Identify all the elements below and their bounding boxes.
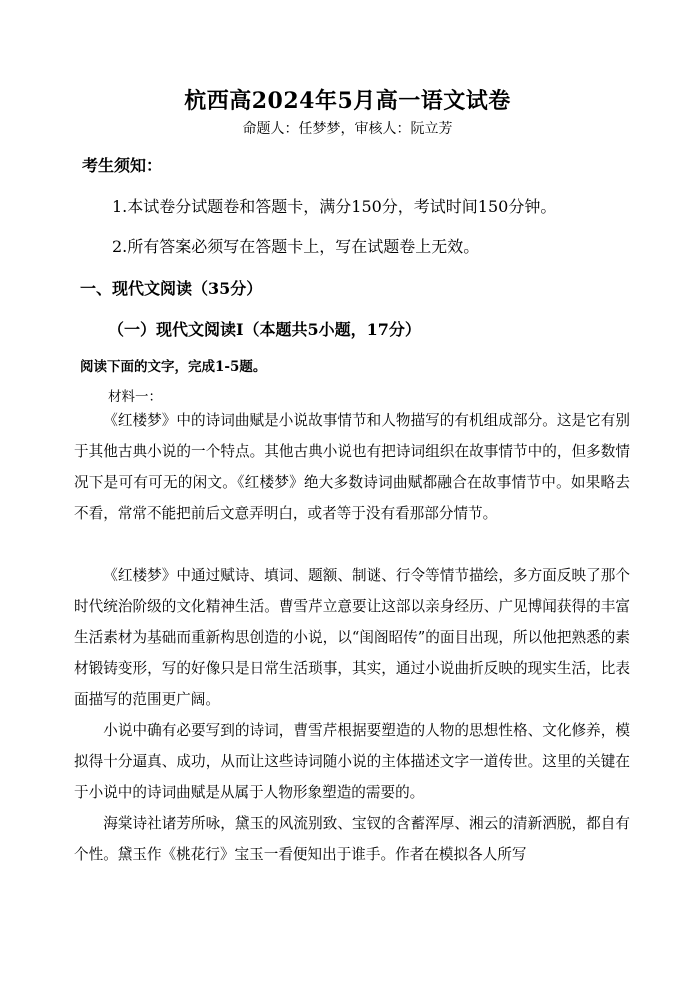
subsection-heading: （一）现代文阅读Ⅰ（本题共5小题，17分） — [108, 320, 421, 339]
paragraph-text: 海棠诗社诸芳所咏，黛玉的风流别致、宝钗的含蓄浑厚、湘云的清新洒脱，都自有个性。黛玉作《桃花行》宝玉一看便知出于谁手。作者在模拟各人所写 — [74, 815, 630, 863]
notice-item-1: 1.本试卷分试题卷和答题卡，满分150分，考试时间150分钟。 — [112, 197, 557, 216]
paragraph-1 — [74, 405, 630, 529]
notice-item-2: 2.所有答案必须写在答题卡上，写在试题卷上无效。 — [112, 237, 480, 256]
paragraph-2 — [74, 560, 630, 715]
paragraph-3 — [74, 715, 630, 808]
notice-heading: 考生须知： — [82, 156, 163, 175]
exam-title: 杭西高2024年5月高一语文试卷 — [184, 88, 511, 114]
paragraph-text: 《红楼梦》中通过赋诗、填词、题额、制谜、行令等情节描绘，多方面反映了那个时代统治阶级的文化精神生活。曹雪芹立意要让这部以亲身经历、广见博闻获得的丰富生活素材为基础而重新构思创造的小说，以“闺阁昭传”的面目出现，所以他把熟悉的素材锻铸变形，写的好像只是日常生活琐事，其实，通过小说曲折反映的现实生活，比表面描写的范围更广阔。 — [74, 567, 630, 708]
exam-authors: 命题人：任梦梦，审核人：阮立芳 — [242, 121, 453, 137]
section-heading: 一、现代文阅读（35分） — [80, 279, 263, 298]
paragraph-text: 《红楼梦》中的诗词曲赋是小说故事情节和人物描写的有机组成部分。这是它有别于其他古典小说的一个特点。其他古典小说也有把诗词组织在故事情节中的，但多数情况下是可有可无的闲文。《红楼梦》绝大多数诗词曲赋都融合在故事情节中。如果略去不看，常常不能把前后文意弄明白，或者等于没有看那部分情节。 — [74, 412, 630, 522]
reading-instruction: 阅读下面的文字，完成1-5题。 — [80, 359, 267, 375]
paragraph-4 — [74, 808, 630, 870]
material-label: 材料一： — [108, 389, 162, 405]
paragraph-text: 小说中确有必要写到的诗词，曹雪芹根据要塑造的人物的思想性格、文化修养，模拟得十分逼真、成功，从而让这些诗词随小说的主体描述文字一道传世。这里的关键在于小说中的诗词曲赋是从属于人物形象塑造的需要的。 — [74, 722, 630, 801]
